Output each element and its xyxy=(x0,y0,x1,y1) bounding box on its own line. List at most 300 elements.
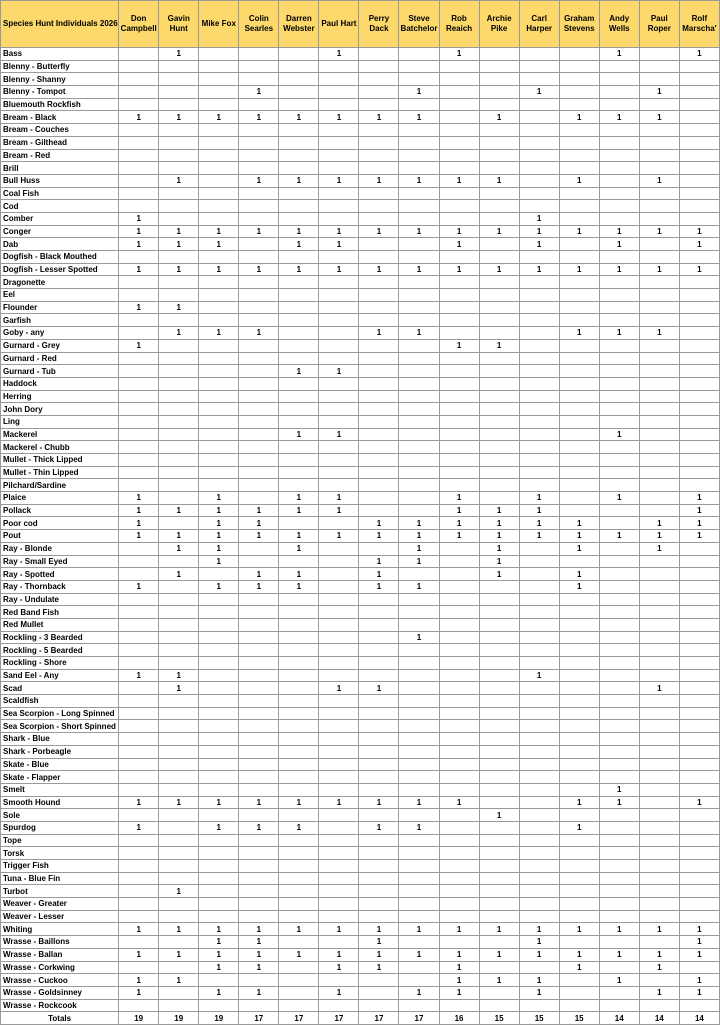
catch-cell xyxy=(559,974,599,987)
catch-cell: 1 xyxy=(359,174,399,187)
species-name: Ling xyxy=(1,415,119,428)
catch-cell xyxy=(519,758,559,771)
catch-cell xyxy=(479,644,519,657)
catch-cell xyxy=(239,314,279,327)
species-name: Mullet - Thin Lipped xyxy=(1,466,119,479)
catch-cell xyxy=(639,555,679,568)
catch-cell xyxy=(479,860,519,873)
species-name: Red Mullet xyxy=(1,618,119,631)
catch-cell xyxy=(519,568,559,581)
catch-cell xyxy=(319,936,359,949)
catch-cell xyxy=(279,301,319,314)
catch-cell xyxy=(679,644,719,657)
catch-cell xyxy=(679,301,719,314)
catch-cell: 1 xyxy=(359,517,399,530)
catch-cell: 1 xyxy=(519,263,559,276)
table-row xyxy=(1,225,720,238)
catch-cell xyxy=(519,479,559,492)
catch-cell xyxy=(239,669,279,682)
catch-cell xyxy=(679,352,719,365)
catch-cell xyxy=(599,860,639,873)
catch-cell xyxy=(639,657,679,670)
catch-cell: 1 xyxy=(559,263,599,276)
catch-cell xyxy=(639,98,679,111)
catch-cell: 1 xyxy=(199,986,239,999)
catch-cell xyxy=(199,707,239,720)
total-cell: 17 xyxy=(399,1012,439,1025)
catch-cell: 1 xyxy=(239,86,279,99)
catch-cell xyxy=(439,745,479,758)
catch-cell xyxy=(319,771,359,784)
catch-cell xyxy=(559,251,599,264)
catch-cell xyxy=(439,580,479,593)
catch-cell xyxy=(239,238,279,251)
catch-cell: 1 xyxy=(279,492,319,505)
catch-cell: 1 xyxy=(639,86,679,99)
catch-cell xyxy=(199,60,239,73)
angler-header: Graham Stevens xyxy=(559,1,599,48)
catch-cell xyxy=(159,136,199,149)
table-row xyxy=(1,314,720,327)
catch-cell xyxy=(519,999,559,1012)
species-name: Ray - Small Eyed xyxy=(1,555,119,568)
catch-cell xyxy=(279,783,319,796)
catch-cell xyxy=(359,504,399,517)
catch-cell xyxy=(599,212,639,225)
catch-cell xyxy=(239,187,279,200)
catch-cell xyxy=(159,377,199,390)
catch-cell xyxy=(439,352,479,365)
catch-cell xyxy=(679,720,719,733)
catch-cell xyxy=(599,301,639,314)
table-row xyxy=(1,986,720,999)
catch-cell xyxy=(279,415,319,428)
catch-cell xyxy=(159,124,199,137)
catch-cell xyxy=(199,98,239,111)
catch-cell xyxy=(119,618,159,631)
catch-cell xyxy=(359,377,399,390)
catch-cell: 1 xyxy=(599,948,639,961)
catch-cell xyxy=(519,365,559,378)
catch-cell xyxy=(559,98,599,111)
catch-cell xyxy=(559,149,599,162)
table-row xyxy=(1,60,720,73)
catch-cell xyxy=(319,251,359,264)
catch-cell xyxy=(119,834,159,847)
catch-cell xyxy=(399,834,439,847)
catch-cell xyxy=(399,872,439,885)
catch-cell: 1 xyxy=(239,263,279,276)
catch-cell xyxy=(479,212,519,225)
catch-cell: 1 xyxy=(359,682,399,695)
catch-cell: 1 xyxy=(199,821,239,834)
catch-cell xyxy=(279,352,319,365)
catch-cell xyxy=(639,580,679,593)
catch-cell xyxy=(559,631,599,644)
catch-cell: 1 xyxy=(119,986,159,999)
catch-cell xyxy=(639,238,679,251)
catch-cell xyxy=(119,276,159,289)
table-row xyxy=(1,48,720,61)
catch-cell xyxy=(679,98,719,111)
catch-cell xyxy=(639,479,679,492)
catch-cell xyxy=(639,339,679,352)
catch-cell xyxy=(159,872,199,885)
catch-cell xyxy=(119,898,159,911)
catch-cell xyxy=(639,999,679,1012)
catch-cell xyxy=(119,860,159,873)
catch-cell xyxy=(639,872,679,885)
table-row xyxy=(1,530,720,543)
table-row xyxy=(1,238,720,251)
catch-cell xyxy=(639,809,679,822)
catch-cell xyxy=(239,707,279,720)
catch-cell xyxy=(239,631,279,644)
catch-cell: 1 xyxy=(279,225,319,238)
angler-header: Gavin Hunt xyxy=(159,1,199,48)
catch-cell xyxy=(319,657,359,670)
catch-cell xyxy=(199,454,239,467)
catch-cell xyxy=(279,961,319,974)
catch-cell: 1 xyxy=(279,428,319,441)
catch-cell: 1 xyxy=(639,542,679,555)
catch-cell xyxy=(639,834,679,847)
catch-cell: 1 xyxy=(359,796,399,809)
species-name: Rockling - 5 Bearded xyxy=(1,644,119,657)
catch-cell: 1 xyxy=(199,225,239,238)
catch-cell xyxy=(559,276,599,289)
catch-cell xyxy=(199,441,239,454)
catch-cell: 1 xyxy=(239,821,279,834)
catch-cell: 1 xyxy=(319,174,359,187)
catch-cell xyxy=(399,999,439,1012)
catch-cell xyxy=(159,251,199,264)
catch-cell xyxy=(119,390,159,403)
catch-cell xyxy=(199,48,239,61)
species-name: Scad xyxy=(1,682,119,695)
total-cell: 17 xyxy=(319,1012,359,1025)
catch-cell xyxy=(279,720,319,733)
catch-cell xyxy=(279,644,319,657)
table-row xyxy=(1,872,720,885)
catch-cell xyxy=(239,720,279,733)
table-row xyxy=(1,593,720,606)
catch-cell xyxy=(359,618,399,631)
angler-header: Perry Dack xyxy=(359,1,399,48)
catch-cell xyxy=(119,910,159,923)
catch-cell xyxy=(559,187,599,200)
catch-cell: 1 xyxy=(519,669,559,682)
catch-cell xyxy=(439,365,479,378)
catch-cell xyxy=(399,276,439,289)
catch-cell xyxy=(559,695,599,708)
catch-cell xyxy=(519,187,559,200)
species-name: Plaice xyxy=(1,492,119,505)
catch-cell xyxy=(679,821,719,834)
table-row xyxy=(1,327,720,340)
catch-cell xyxy=(279,695,319,708)
catch-cell xyxy=(119,162,159,175)
catch-cell xyxy=(399,187,439,200)
catch-cell xyxy=(599,682,639,695)
catch-cell xyxy=(159,593,199,606)
catch-cell xyxy=(239,872,279,885)
catch-cell xyxy=(679,377,719,390)
catch-cell xyxy=(599,707,639,720)
catch-cell xyxy=(479,986,519,999)
catch-cell xyxy=(359,644,399,657)
catch-cell xyxy=(239,593,279,606)
catch-cell xyxy=(399,251,439,264)
catch-cell xyxy=(639,606,679,619)
catch-cell xyxy=(639,200,679,213)
catch-cell xyxy=(599,73,639,86)
catch-cell xyxy=(679,390,719,403)
catch-cell xyxy=(399,644,439,657)
catch-cell xyxy=(319,669,359,682)
catch-cell xyxy=(439,251,479,264)
catch-cell: 1 xyxy=(679,974,719,987)
catch-cell xyxy=(239,98,279,111)
catch-cell xyxy=(279,339,319,352)
catch-cell: 1 xyxy=(399,923,439,936)
catch-cell xyxy=(239,200,279,213)
catch-cell xyxy=(119,48,159,61)
catch-cell xyxy=(559,403,599,416)
catch-cell xyxy=(519,898,559,911)
catch-cell xyxy=(599,377,639,390)
catch-cell xyxy=(639,745,679,758)
catch-cell: 1 xyxy=(439,796,479,809)
catch-cell xyxy=(119,771,159,784)
catch-cell xyxy=(439,441,479,454)
catch-cell xyxy=(439,187,479,200)
catch-cell xyxy=(359,187,399,200)
catch-cell xyxy=(199,606,239,619)
table-row xyxy=(1,720,720,733)
catch-cell xyxy=(479,847,519,860)
catch-cell xyxy=(519,733,559,746)
catch-cell: 1 xyxy=(479,555,519,568)
catch-cell xyxy=(319,441,359,454)
catch-cell xyxy=(399,860,439,873)
catch-cell xyxy=(359,910,399,923)
catch-cell xyxy=(359,631,399,644)
catch-cell: 1 xyxy=(159,263,199,276)
catch-cell xyxy=(599,936,639,949)
species-name: Bull Huss xyxy=(1,174,119,187)
catch-cell xyxy=(399,745,439,758)
catch-cell xyxy=(279,251,319,264)
catch-cell xyxy=(599,606,639,619)
catch-cell xyxy=(679,251,719,264)
catch-cell: 1 xyxy=(439,948,479,961)
catch-cell xyxy=(479,961,519,974)
species-name: Mullet - Thick Lipped xyxy=(1,454,119,467)
catch-cell xyxy=(119,885,159,898)
catch-cell xyxy=(439,695,479,708)
catch-cell xyxy=(559,720,599,733)
catch-cell xyxy=(319,124,359,137)
catch-cell xyxy=(439,669,479,682)
catch-cell: 1 xyxy=(679,48,719,61)
catch-cell xyxy=(319,339,359,352)
catch-cell xyxy=(399,720,439,733)
catch-cell xyxy=(559,365,599,378)
catch-cell xyxy=(159,441,199,454)
catch-cell xyxy=(319,847,359,860)
catch-cell xyxy=(319,289,359,302)
catch-cell xyxy=(319,834,359,847)
catch-cell xyxy=(639,212,679,225)
catch-cell: 1 xyxy=(399,542,439,555)
catch-cell xyxy=(679,885,719,898)
catch-cell xyxy=(679,872,719,885)
catch-cell xyxy=(679,187,719,200)
catch-cell xyxy=(479,682,519,695)
catch-cell xyxy=(159,390,199,403)
catch-cell xyxy=(519,327,559,340)
catch-cell xyxy=(159,771,199,784)
catch-cell xyxy=(399,98,439,111)
catch-cell xyxy=(479,98,519,111)
catch-cell: 1 xyxy=(279,948,319,961)
catch-cell xyxy=(239,251,279,264)
catch-cell: 1 xyxy=(319,263,359,276)
catch-cell xyxy=(599,454,639,467)
catch-cell xyxy=(239,276,279,289)
catch-cell xyxy=(399,377,439,390)
catch-cell xyxy=(599,885,639,898)
catch-cell xyxy=(279,999,319,1012)
catch-cell xyxy=(279,403,319,416)
catch-cell xyxy=(479,289,519,302)
catch-cell xyxy=(479,745,519,758)
catch-cell xyxy=(479,301,519,314)
catch-cell xyxy=(399,504,439,517)
catch-cell: 1 xyxy=(439,530,479,543)
catch-cell xyxy=(479,733,519,746)
catch-cell: 1 xyxy=(359,327,399,340)
catch-cell xyxy=(439,276,479,289)
catch-cell xyxy=(399,758,439,771)
catch-cell xyxy=(559,669,599,682)
catch-cell xyxy=(559,758,599,771)
catch-cell xyxy=(479,720,519,733)
catch-cell xyxy=(159,492,199,505)
catch-cell xyxy=(479,187,519,200)
catch-cell xyxy=(599,162,639,175)
catch-cell: 1 xyxy=(679,517,719,530)
catch-cell xyxy=(239,682,279,695)
catch-cell xyxy=(199,339,239,352)
catch-cell xyxy=(359,834,399,847)
species-name: Garfish xyxy=(1,314,119,327)
table-row xyxy=(1,695,720,708)
catch-cell xyxy=(319,695,359,708)
catch-cell: 1 xyxy=(239,111,279,124)
catch-cell xyxy=(559,910,599,923)
catch-cell: 1 xyxy=(519,517,559,530)
catch-cell xyxy=(639,568,679,581)
catch-cell xyxy=(279,593,319,606)
table-row xyxy=(1,479,720,492)
catch-cell: 1 xyxy=(119,492,159,505)
catch-cell: 1 xyxy=(679,923,719,936)
catch-cell xyxy=(359,403,399,416)
table-row xyxy=(1,707,720,720)
species-name: Spurdog xyxy=(1,821,119,834)
catch-cell xyxy=(359,301,399,314)
catch-cell: 1 xyxy=(399,796,439,809)
catch-cell xyxy=(639,352,679,365)
angler-header: Paul Roper xyxy=(639,1,679,48)
catch-cell xyxy=(639,149,679,162)
catch-cell xyxy=(519,98,559,111)
table-row xyxy=(1,885,720,898)
catch-cell xyxy=(159,695,199,708)
catch-cell xyxy=(279,200,319,213)
table-row xyxy=(1,276,720,289)
species-name: Bluemouth Rockfish xyxy=(1,98,119,111)
catch-cell xyxy=(599,986,639,999)
catch-cell xyxy=(319,479,359,492)
catch-cell xyxy=(279,98,319,111)
catch-cell: 1 xyxy=(199,504,239,517)
catch-cell: 1 xyxy=(279,530,319,543)
catch-cell xyxy=(359,162,399,175)
total-cell: 16 xyxy=(439,1012,479,1025)
catch-cell xyxy=(439,86,479,99)
catch-cell xyxy=(679,314,719,327)
catch-cell xyxy=(519,542,559,555)
catch-cell xyxy=(599,542,639,555)
table-row xyxy=(1,289,720,302)
catch-cell: 1 xyxy=(119,111,159,124)
catch-cell xyxy=(559,593,599,606)
catch-cell xyxy=(239,441,279,454)
catch-cell xyxy=(399,301,439,314)
catch-cell xyxy=(199,301,239,314)
catch-cell: 1 xyxy=(159,974,199,987)
catch-cell: 1 xyxy=(239,504,279,517)
catch-cell: 1 xyxy=(239,568,279,581)
catch-cell xyxy=(439,415,479,428)
catch-cell xyxy=(679,60,719,73)
catch-cell xyxy=(479,365,519,378)
catch-cell xyxy=(239,390,279,403)
catch-cell xyxy=(679,657,719,670)
species-name: Tope xyxy=(1,834,119,847)
catch-cell xyxy=(239,428,279,441)
catch-cell: 1 xyxy=(479,174,519,187)
catch-cell: 1 xyxy=(239,936,279,949)
catch-cell xyxy=(399,783,439,796)
catch-cell xyxy=(359,707,399,720)
catch-cell xyxy=(119,454,159,467)
catch-cell xyxy=(559,606,599,619)
species-name: John Dory xyxy=(1,403,119,416)
catch-cell xyxy=(199,568,239,581)
catch-cell xyxy=(399,200,439,213)
catch-cell xyxy=(279,758,319,771)
catch-cell xyxy=(359,314,399,327)
catch-cell xyxy=(199,885,239,898)
catch-cell xyxy=(199,898,239,911)
catch-cell xyxy=(639,885,679,898)
catch-cell xyxy=(439,124,479,137)
catch-cell xyxy=(199,289,239,302)
